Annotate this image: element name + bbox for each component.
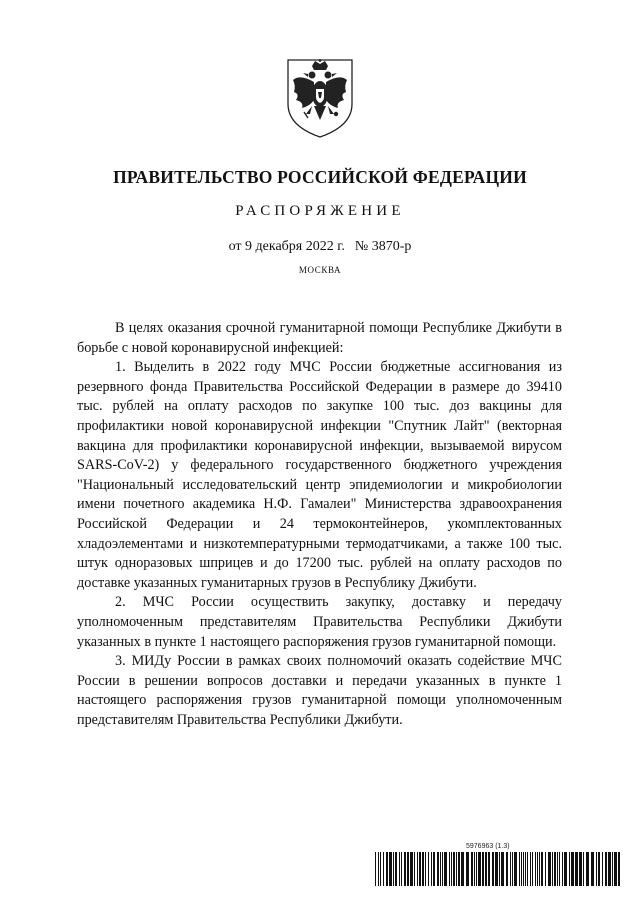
barcode-bar <box>539 852 540 886</box>
document-number: № 3870-р <box>354 239 412 254</box>
document-date-line <box>0 239 640 255</box>
barcode-bar <box>519 852 520 886</box>
barcode-bar <box>458 852 460 886</box>
barcode-bar <box>442 852 443 886</box>
barcode-bar <box>532 852 533 886</box>
barcode-bar <box>417 852 418 886</box>
barcode-bar <box>425 852 426 886</box>
barcode-bar <box>378 852 379 886</box>
document-type: РАСПОРЯЖЕНИЕ <box>235 203 405 219</box>
barcode-bar <box>476 852 477 886</box>
barcode-bar <box>598 852 600 886</box>
barcode-bar <box>380 852 381 886</box>
barcode-bar <box>492 852 494 886</box>
clause-1-paragraph: 1. Выделить в 2022 году МЧС России бюджетные ассигнования из резервного фонда Правительства Российской Федерации в размере до 39410 тыс. рублей на оплату расходов по закупке 100 тыс. доз вакцины для профилактики новой коронавирусной инфекции "Спутник Лайт" (векторная вакцина для профилактики коронавирусной инфекции, вызываемой вирусом SARS-CoV-2) у федерального государственного бюджетного учреждения "Национальный исследовательский центр эпидемиологии и микробиологии имени почетного академика Н.Ф. Гамалеи" Министерства здравоохранения Российской Федерации и 24 термоконтейнеров, укомплектованных хладоэлементами и низкотемпературными термодатчиками, а также 100 тыс. штук одноразовых шприцев и до 17200 тыс. рублей на оплату расходов по доставке указанных гуманитарных грузов в Республику Джибути. <box>77 359 562 591</box>
barcode-bar <box>586 852 589 886</box>
barcode-bar <box>499 852 500 886</box>
barcode-bar <box>404 852 406 886</box>
barcode-bar <box>444 852 447 886</box>
preamble-paragraph: В целях оказания срочной гуманитарной помощи Республике Джибути в борьбе с новой коронавирусной инфекцией: <box>77 320 562 356</box>
barcode-bar <box>591 852 594 886</box>
barcode-bar <box>559 852 560 886</box>
barcode-number: 5976963 (1.3) <box>466 843 510 850</box>
barcode-bar <box>437 852 439 886</box>
barcode-bar <box>583 852 584 886</box>
barcode-bar <box>456 852 457 886</box>
barcode-bar <box>414 852 415 886</box>
barcode-bar <box>535 852 536 886</box>
barcode-bar <box>510 852 511 886</box>
barcode-bar <box>521 852 522 886</box>
barcode-bar <box>579 852 582 886</box>
barcode-bar <box>451 852 452 886</box>
barcode-bar <box>375 852 376 886</box>
barcode-bar <box>525 852 526 886</box>
barcode-bar <box>401 852 402 886</box>
barcode-bar <box>562 852 563 886</box>
barcode-bar <box>485 852 487 886</box>
barcode-bar <box>474 852 475 886</box>
barcode-bar <box>389 852 392 886</box>
barcode-bar <box>602 852 603 886</box>
barcode-bar <box>618 852 620 886</box>
barcode-bar <box>422 852 424 886</box>
barcode-bar <box>571 852 574 886</box>
barcode-bar <box>554 852 556 886</box>
city: МОСКВА <box>298 265 342 275</box>
barcode-bar <box>440 852 441 886</box>
coat-of-arms-icon <box>284 56 356 140</box>
barcode-bar <box>612 852 613 886</box>
barcode-bar <box>575 852 578 886</box>
barcode-bar <box>482 852 484 886</box>
barcode-bar <box>383 852 384 886</box>
barcode-bar <box>501 852 504 886</box>
barcode-bar <box>614 852 617 886</box>
barcode-bar <box>527 852 528 886</box>
barcode-bar <box>386 852 388 886</box>
barcode-bar <box>545 852 546 886</box>
barcode-bar <box>512 852 513 886</box>
barcode-bar <box>395 852 397 886</box>
barcode-icon <box>375 852 621 886</box>
barcode-bar <box>564 852 567 886</box>
barcode-bar <box>431 852 432 886</box>
barcode-bar <box>428 852 429 886</box>
barcode-bar <box>596 852 597 886</box>
barcode-bar <box>569 852 570 886</box>
barcode-bar <box>407 852 409 886</box>
barcode-bar <box>488 852 490 886</box>
barcode-bar <box>399 852 400 886</box>
clause-2-paragraph: 2. МЧС России осуществить закупку, доставку и передачу уполномоченным представителям Правительства Республики Джибути указанных в пункте 1 настоящего распоряжения грузов гуманитарной помощи. <box>77 594 562 650</box>
document-body <box>77 319 562 730</box>
barcode-bar <box>461 852 464 886</box>
clause-3-paragraph: 3. МИДу России в рамках своих полномочий оказать содействие МЧС России в решении вопросов доставки и передачи указанных в пункте 1 настоящего распоряжения грузов гуманитарной помощи уполномоченным представителям Правительства Республики Джибути. <box>77 653 562 728</box>
barcode-bar <box>523 852 524 886</box>
government-title: ПРАВИТЕЛЬСТВО РОССИЙСКОЙ ФЕДЕРАЦИИ <box>113 167 527 187</box>
barcode-bar <box>605 852 607 886</box>
barcode-bar <box>495 852 498 886</box>
barcode-bar <box>548 852 551 886</box>
barcode-bar <box>478 852 481 886</box>
barcode-bar <box>471 852 473 886</box>
barcode-bar <box>608 852 611 886</box>
barcode-bar <box>552 852 553 886</box>
barcode-bar <box>449 852 450 886</box>
barcode-bar <box>541 852 543 886</box>
barcode-bar <box>514 852 517 886</box>
document-date: от 9 декабря 2022 г. <box>228 239 345 254</box>
barcode-bar <box>393 852 394 886</box>
barcode-bar <box>419 852 421 886</box>
barcode-bar <box>506 852 508 886</box>
barcode-bar <box>557 852 558 886</box>
barcode-bar <box>433 852 435 886</box>
barcode-bar <box>537 852 538 886</box>
barcode-bar <box>410 852 413 886</box>
barcode-bar <box>453 852 455 886</box>
barcode-bar <box>466 852 469 886</box>
barcode-bar <box>530 852 531 886</box>
